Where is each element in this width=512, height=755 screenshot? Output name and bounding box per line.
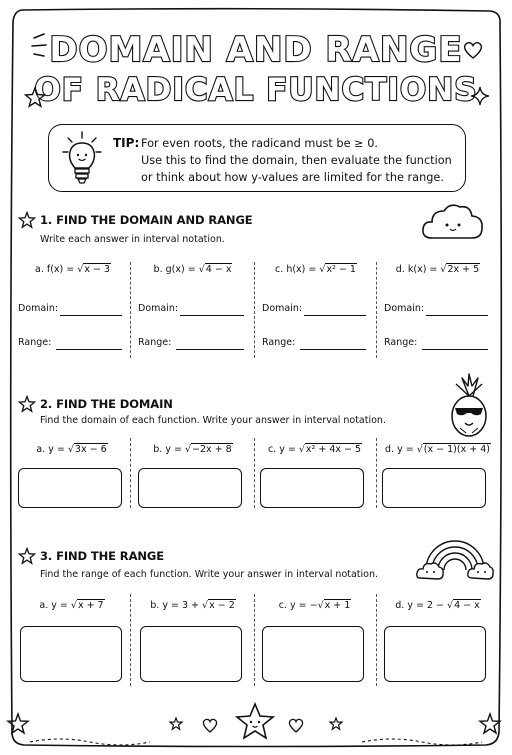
column-divider [130,262,131,358]
problem-1c: c. h(x) = √x² − 1 [275,264,356,275]
answer-box-3c[interactable] [262,626,364,682]
problem-1b: b. g(x) = √4 − x [153,264,232,275]
range-label: Range: [18,337,52,348]
star-icon [18,211,36,229]
sparkle-icon [470,86,490,106]
column-divider [376,438,377,508]
column-divider [254,594,255,686]
star-icon [18,547,36,565]
answer-box-2d[interactable] [382,468,486,508]
problem-3a: a. y = √x + 7 [39,600,104,611]
tip-label: TIP: [113,136,140,150]
cloud-icon [420,200,486,244]
range-label: Range: [138,337,172,348]
problem-3d: d. y = 2 − √4 − x [395,600,480,611]
lightbulb-icon [62,130,102,188]
problem-2d: d. y = √(x − 1)(x + 4) [385,444,490,455]
answer-box-3a[interactable] [20,626,122,682]
range-label: Range: [384,337,418,348]
problem-2a: a. y = √3x − 6 [36,444,107,455]
problem-1a: a. f(x) = √x − 3 [35,264,110,275]
star-icon [18,395,36,413]
section-2-title: 2. FIND THE DOMAIN [40,397,173,411]
domain-answer-1c[interactable] [304,315,366,316]
tip-text-line: For even roots, the radicand must be ≥ 0. [141,137,378,150]
section-1-title: 1. FIND THE DOMAIN AND RANGE [40,213,253,227]
domain-answer-1b[interactable] [180,315,244,316]
star-icon [24,86,46,108]
tip-text-line: Use this to find the domain, then evaluate the function [141,154,452,167]
bottom-doodles [0,700,512,755]
column-divider [376,594,377,686]
page-subtitle: OF RADICAL FUNCTIONS [34,72,478,108]
problem-2b: b. y = √−2x + 8 [153,444,232,455]
domain-label: Domain: [262,303,303,314]
section-3-description: Find the range of each function. Write your answer in interval notation. [40,569,379,580]
domain-label: Domain: [138,303,179,314]
answer-box-2c[interactable] [260,468,364,508]
range-label: Range: [262,337,296,348]
domain-answer-1a[interactable] [60,315,122,316]
domain-label: Domain: [18,303,59,314]
section-3-title: 3. FIND THE RANGE [40,549,164,563]
column-divider [130,594,131,686]
column-divider [254,262,255,358]
column-divider [376,262,377,358]
answer-box-2a[interactable] [18,468,122,508]
section-2-description: Find the domain of each function. Write your answer in interval notation. [40,415,386,426]
sparkle-lines-icon [28,30,58,60]
domain-label: Domain: [384,303,425,314]
rainbow-icon [416,526,494,584]
range-answer-1a[interactable] [56,349,122,350]
answer-box-2b[interactable] [138,468,242,508]
column-divider [254,438,255,508]
pineapple-icon [446,372,492,438]
problem-3c: c. y = −√x + 1 [278,600,351,611]
tip-text-line: or think about how y-values are limited for the range. [141,171,444,184]
column-divider [130,438,131,508]
answer-box-3b[interactable] [140,626,242,682]
section-1-description: Write each answer in interval notation. [40,234,225,245]
domain-answer-1d[interactable] [426,315,488,316]
heart-icon [462,40,484,60]
answer-box-3d[interactable] [384,626,486,682]
problem-2c: c. y = √x² + 4x − 5 [267,444,362,455]
range-answer-1c[interactable] [300,349,366,350]
page-title: DOMAIN AND RANGE [49,30,463,70]
problem-3b: b. y = 3 + √x − 2 [150,600,235,611]
problem-1d: d. k(x) = √2x + 5 [395,264,480,275]
range-answer-1b[interactable] [176,349,244,350]
range-answer-1d[interactable] [422,349,488,350]
